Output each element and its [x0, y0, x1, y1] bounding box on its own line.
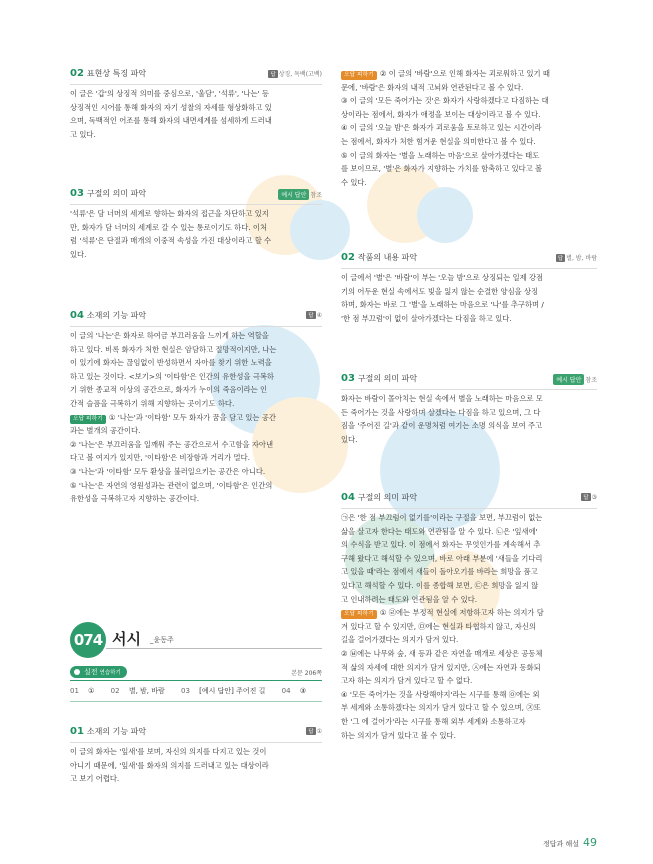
text-line: 있다.	[341, 434, 358, 444]
text-line: 과는 별개의 공간이다.	[70, 426, 141, 436]
question-number: 01	[70, 726, 84, 737]
text-line: 화자는 바람이 몰아치는 현실 속에서 별을 노래하는 마음으로 모	[341, 394, 543, 403]
text-line: ② ㉥에는 나무와 숲, 새 등과 같은 자연을 매개로 세상은 공동체	[341, 648, 543, 658]
text-line: 부 세계와 소통하겠다는 의지가 담겨 있다고 할 수 있으며, ㉨또	[341, 703, 541, 713]
text-line: 으며, 독백적인 어조를 통해 화자의 내면세계를 섬세하게 드러내	[70, 116, 272, 126]
section-title: 구절의 의미 파악	[357, 374, 418, 383]
text-line: 있다.	[70, 249, 87, 259]
answer-value: 참조	[310, 192, 322, 199]
question-number: 04	[341, 492, 355, 503]
text-line: 길을 걸어가겠다는 의지가 담겨 있다.	[341, 635, 459, 645]
answer-mark: 답	[308, 729, 314, 735]
answer-value: 참조	[585, 377, 597, 384]
text-line: 상이라는 점에서, 화자가 애정을 보이는 대상이라고 볼 수 있다.	[341, 109, 541, 119]
text-line: 이 있기에 화자는 끊임없이 반성하면서 자아를 찾기 위한 노력을	[70, 358, 272, 368]
answer-value: ④	[316, 312, 322, 319]
text-line: 있다고 해석할 수 있다. 이를 종합해 보면, ㉢은 희망을 잃지 않	[341, 580, 539, 590]
text-line: 기 위한 종교적 이상의 공간으로, 화자가 누이의 죽음이라는 인	[70, 385, 268, 395]
text-line: 간적 슬픔을 극복하기 위해 지향하는 곳이기도 하다.	[70, 398, 235, 408]
text-line: 구해 왔다고 해석할 수 있으며, 바로 아래 부분에 '새들을 기다리	[341, 553, 543, 563]
text-line: 짐을 '주어진 길'과 같이 운명처럼 여기는 소명 의식을 보여 주고	[341, 421, 543, 431]
text-line: 고 인내하려는 태도와 연관됨을 알 수 있다.	[341, 594, 478, 604]
text-line: 럼 '석류'은 단절과 매개의 이중적 속성을 가진 대상이라고 할 수	[70, 236, 272, 246]
answer-value: ①	[316, 728, 322, 735]
question-number: 02	[341, 252, 355, 263]
text-line: 유한성을 극복하고자 지향하는 공간이다.	[70, 494, 200, 504]
page-footer	[543, 836, 597, 849]
text-line: '한 점 부끄럼'이 없이 살아가겠다는 다짐을 하고 있다.	[341, 313, 512, 323]
answer-value: ③	[591, 494, 597, 501]
text-line: '석류'은 담 너머의 세계로 향하는 화자의 접근을 차단하고 있지	[70, 209, 269, 218]
work-number-badge: 074	[70, 622, 106, 658]
text-line: ② 이 글의 '바람'으로 인해 화자는 괴로워하고 있기 때	[379, 69, 550, 78]
section-title: 소재의 기능 파악	[86, 311, 147, 320]
text-line: ④ '모든 죽어가는 것을 사랑해야지'라는 시구를 통해 ㉧에는 외	[341, 689, 540, 699]
answer-section	[70, 310, 322, 506]
text-line: 이 글에서 '별'은 '바람'이 부는 '오늘 밤'으로 상징되는 일제 강점	[341, 273, 544, 282]
answer-section	[70, 188, 322, 261]
answer-section	[341, 492, 597, 742]
text-line: ⑤ '나는'은 자연의 영원성과는 관련이 없으며, '이타함'은 인간의	[70, 480, 273, 490]
page-number: 49	[583, 836, 597, 849]
work-author: _윤동주	[150, 636, 174, 644]
answer-value: 상징, 독백(고백)	[278, 71, 322, 78]
practice-label: 실전 연습하기	[70, 666, 127, 678]
text-line: 하고 있는 것이다. <보기>의 '이타함'은 인간의 유한성을 극복하	[70, 371, 274, 381]
question-number: 02	[70, 68, 84, 79]
answer-mark: 답	[308, 313, 314, 319]
text-line: ㉠은 '한 점 부끄럼이 없기를'이라는 구절을 보면, 부끄럼이 없는	[341, 513, 543, 522]
wrong-answer-label: 오답 피하기	[341, 610, 377, 619]
text-line: 기의 어두운 현실 속에서도 빛을 잃지 않는 순결한 양심을 상징	[341, 286, 539, 296]
text-line: 적 삶의 자세에 대한 의지가 담겨 있지만, ㉦에는 자연과 동화되	[341, 662, 541, 672]
section-title: 표현상 특징 파악	[86, 69, 147, 78]
text-line: 든 죽어가는 것을 사랑하며 살겠다는 다짐을 하고 있으며, 그 다	[341, 407, 541, 417]
section-title: 소재의 기능 파악	[86, 727, 147, 736]
practice-answers: 실전 연습하기 본문 206쪽 01 ① 02 별, 밤, 바람 03 [예시 답안] 주어진 길 04 ③	[70, 666, 322, 708]
text-line: ④ 이 글의 '오늘 밤'은 화자가 괴로움을 토로하고 있는 시간이라	[341, 123, 542, 133]
text-line: 의 수식을 받고 있다. 이 점에서 화자는 무엇인가를 계속해서 추	[341, 540, 541, 550]
text-line: 고 있다.	[70, 129, 96, 139]
text-line: 상징적인 시어를 통해 화자의 자기 성찰의 자세를 형상화하고 있	[70, 102, 272, 112]
answer-section	[70, 726, 322, 786]
answer-section	[341, 252, 597, 325]
text-line: 문에, '바람'은 화자의 내적 고뇌와 연관된다고 볼 수 있다.	[341, 82, 524, 92]
answer-mark: 답	[557, 256, 564, 262]
page-reference: 본문 206쪽	[291, 670, 322, 677]
text-line: 고자 하는 의지가 담겨 있다고 할 수 없다.	[341, 676, 473, 686]
text-line: ① '나는'과 '이타함' 모두 화자가 꿈을 담고 있는 공간	[108, 412, 276, 422]
footer-label: 정답과 해설	[542, 840, 579, 848]
work-title: 서시	[112, 630, 141, 648]
text-line: 삶을 살고자 한다는 태도와 연관됨을 알 수 있다. ㉡은 '잎새에'	[341, 526, 538, 536]
text-line: ① ㉣에는 부정적 현실에 저항하고자 하는 의지가 담	[379, 608, 544, 618]
wrong-answer-label: 오답 피하기	[341, 71, 377, 80]
text-line: 수 있다.	[341, 177, 367, 187]
section-title: 구절의 의미 파악	[86, 189, 147, 198]
text-line: 만, 화자가 담 너머의 세계로 갈 수 있는 통로이기도 하다. 이처	[70, 222, 268, 232]
question-number: 03	[341, 373, 355, 384]
question-number: 03	[70, 188, 84, 199]
section-title: 작품의 내용 파악	[357, 253, 418, 262]
question-number: 04	[70, 310, 84, 321]
text-line: 를 보이므로, '별'은 화자가 지향하는 가치를 함축하고 있다고 볼	[341, 164, 543, 174]
text-line: ③ '나는'과 '이타함' 모두 환상을 불러일으키는 공간은 아니다.	[70, 466, 266, 476]
answer-value: 별, 밤, 바람	[566, 255, 597, 262]
section-title: 구절의 의미 파악	[357, 493, 418, 502]
wrong-answer-block	[341, 67, 597, 189]
text-line: 이 글의 '나는'은 화자로 하여금 부끄러움을 느끼게 하는 역할을	[70, 331, 269, 340]
text-line: ⑤ 이 글의 화자는 '별을 노래하는 마음'으로 살아가겠다는 태도	[341, 150, 540, 160]
text-line: 하며, 화자는 바로 그 '별'을 노래하는 마음으로 '나'를 추구하며 /	[341, 300, 544, 310]
answer-mark: 답	[270, 72, 276, 78]
text-line: 하고 있다. 비록 화자가 처한 현실은 암담하고 절망적이지만, 나는	[70, 344, 277, 354]
wrong-answer-label: 오답 피하기	[70, 415, 106, 424]
text-line: 한 '그 에 걸어가'라는 시구를 통해 외부 세계와 소통하고자	[341, 716, 526, 726]
answer-mark: 답	[583, 495, 589, 501]
answer-section	[70, 68, 322, 141]
text-line: 아니기 때문에, '잎새'를 화자의 의지를 드러내고 있는 대상이라	[70, 760, 269, 770]
example-answer-badge: 예시 답안	[278, 189, 309, 200]
example-answer-badge: 예시 답안	[553, 374, 584, 385]
text-line: 겨 있다고 할 수 있지만, ㉤에는 현실과 타협하지 않고, 자신의	[341, 621, 536, 631]
text-line: 는 점에서, 화자가 처한 힘겨운 현실을 의미한다고 볼 수 있다.	[341, 136, 536, 146]
text-line: ② '나는'은 부끄러움을 일깨워 주는 공간으로서 수고함을 자아낸	[70, 439, 274, 449]
text-line: 이 글의 화자는 '잎새'를 보며, 자신의 의지를 다지고 있는 것이	[70, 747, 267, 756]
text-line: 다고 볼 여지가 있지만, '이타함'은 비장함과 거리가 멀다.	[70, 453, 250, 463]
answer-section	[341, 373, 597, 446]
text-line: 고 있을 때'라는 점에서 새들이 돌아오기를 바라는 희망을 품고	[341, 567, 538, 577]
text-line: 하는 의지가 담겨 있다고 볼 수 있다.	[341, 730, 456, 740]
text-line: ③ 이 글의 '모든 죽어가는 것'은 화자가 사랑하겠다고 다짐하는 대	[341, 96, 549, 106]
text-line: 고 보기 어렵다.	[70, 774, 120, 784]
text-line: 이 글은 '갑'의 상징적 의미를 중심으로, '울담', '석류', '나는' 등	[70, 89, 269, 98]
